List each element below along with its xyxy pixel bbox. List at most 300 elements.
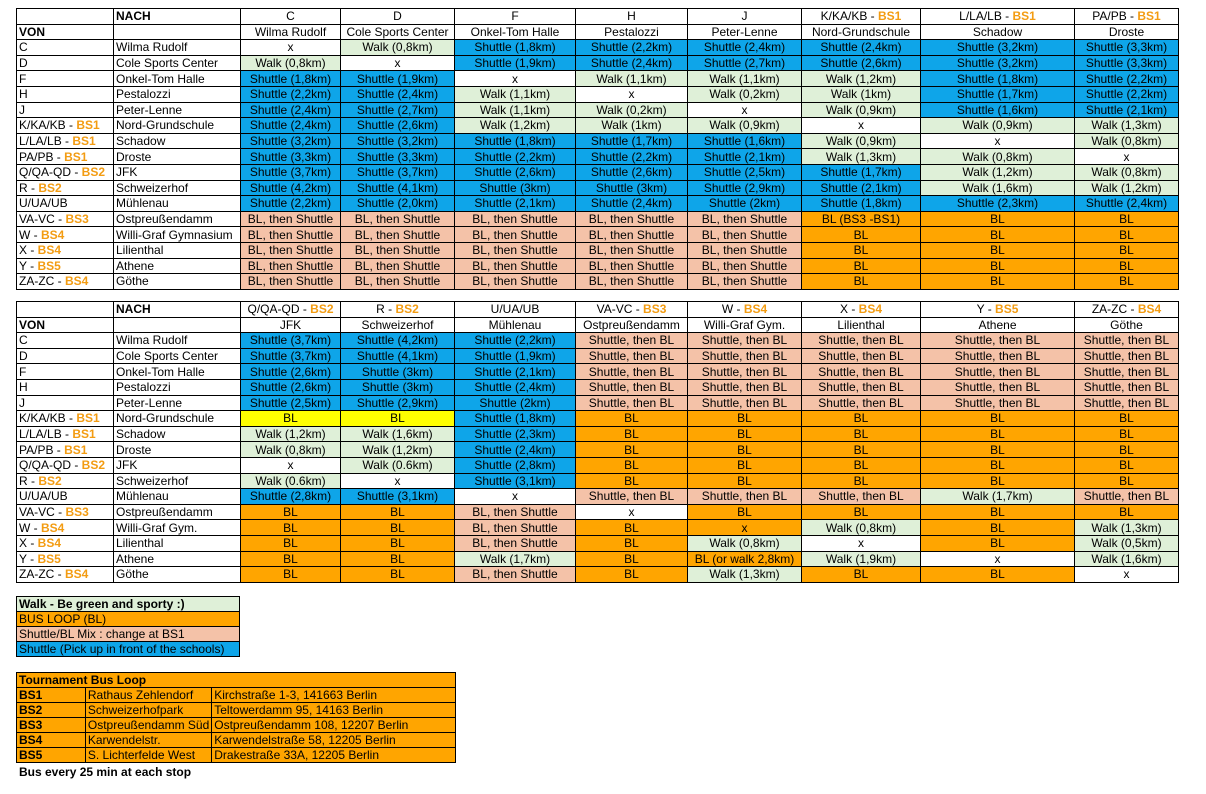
table-row: [17, 426, 1179, 442]
route-cell: BL: [802, 567, 921, 583]
route-cell: x: [341, 55, 455, 71]
route-cell: x: [802, 535, 921, 551]
legend-item: BUS LOOP (BL): [17, 612, 240, 627]
route-cell: Shuttle (2,4km): [341, 86, 455, 102]
table-row: [17, 242, 1179, 258]
route-cell: Shuttle (1,9km): [455, 55, 576, 71]
route-cell: Shuttle (2,1km): [802, 180, 921, 196]
route-cell: Walk (1,6km): [921, 180, 1075, 196]
row-name: Droste: [114, 442, 241, 458]
table-row: [17, 86, 1179, 102]
column-name: Athene: [921, 317, 1075, 333]
route-cell: Shuttle (2,1km): [688, 149, 802, 165]
code-text: U/UA/UB: [19, 196, 68, 211]
row-code: [17, 242, 114, 258]
code-text: C: [286, 9, 295, 24]
table-row: [17, 133, 1179, 149]
route-cell: BL, then Shuttle: [455, 227, 576, 243]
route-cell: BL: [802, 457, 921, 473]
bus-stop-id: BS3: [17, 718, 86, 733]
bus-stop-id: BS5: [17, 748, 86, 763]
table-row: [17, 102, 1179, 118]
bus-title-row: [17, 673, 456, 688]
route-matrix-1: [16, 8, 1179, 290]
route-cell: x: [688, 520, 802, 536]
code-text: D: [393, 9, 402, 24]
row-code: [17, 567, 114, 583]
route-cell: Walk (0.6km): [241, 473, 341, 489]
route-cell: BL, then Shuttle: [576, 227, 688, 243]
column-code: [1075, 9, 1179, 25]
code-text: X -: [19, 243, 38, 258]
route-cell: Shuttle (2,1km): [455, 364, 576, 380]
route-cell: BL: [1075, 411, 1179, 427]
route-cell: Shuttle, then BL: [688, 489, 802, 505]
table-row: [17, 333, 1179, 349]
row-code: [17, 395, 114, 411]
code-text: F: [19, 364, 27, 379]
bus-loop-title: Tournament Bus Loop: [17, 673, 456, 688]
code-text: H: [19, 87, 28, 102]
route-cell: Shuttle (3,2km): [921, 40, 1075, 56]
code-text: Q/QA-QD -: [247, 302, 311, 317]
row-name: Cole Sports Center: [114, 348, 241, 364]
route-cell: Walk (1,1km): [576, 71, 688, 87]
route-cell: BL: [921, 242, 1075, 258]
route-cell: BL: [1075, 242, 1179, 258]
route-cell: BL: [1075, 457, 1179, 473]
route-cell: Shuttle, then BL: [921, 333, 1075, 349]
bus-stop-id: BS2: [17, 703, 86, 718]
route-cell: BL: [921, 567, 1075, 583]
route-cell: Shuttle (1,9km): [341, 71, 455, 87]
column-name: Schweizerhof: [341, 317, 455, 333]
column-code: [341, 9, 455, 25]
route-cell: BL, then Shuttle: [455, 504, 576, 520]
route-cell: Shuttle (2km): [688, 196, 802, 212]
route-cell: Shuttle (2,2km): [241, 196, 341, 212]
row-name: Nord-Grundschule: [114, 411, 241, 427]
bus-stop-name: Schweizerhofpark: [85, 703, 211, 718]
row-code: [17, 504, 114, 520]
route-cell: Shuttle (3,2km): [341, 133, 455, 149]
route-cell: Shuttle (2,9km): [688, 180, 802, 196]
route-cell: Shuttle (2km): [455, 395, 576, 411]
route-cell: BL: [921, 211, 1075, 227]
bus-stop-label: BS1: [878, 9, 902, 24]
column-name: Nord-Grundschule: [802, 24, 921, 40]
bus-stop-id: BS4: [17, 733, 86, 748]
row-name: Mühlenau: [114, 489, 241, 505]
row-code: [17, 535, 114, 551]
row-code: [17, 489, 114, 505]
bus-stop-row: [17, 733, 456, 748]
route-cell: Walk (1,2km): [802, 71, 921, 87]
route-cell: BL: [921, 411, 1075, 427]
bus-stop-label: BS2: [81, 165, 106, 180]
code-text: Q/QA-QD -: [19, 458, 82, 473]
route-cell: x: [241, 40, 341, 56]
route-cell: BL, then Shuttle: [341, 242, 455, 258]
column-code: [688, 9, 802, 25]
table-row: [17, 71, 1179, 87]
route-cell: BL, then Shuttle: [455, 258, 576, 274]
column-name: Lilienthal: [802, 317, 921, 333]
corner-cell: [17, 302, 114, 318]
table-row: [17, 180, 1179, 196]
route-cell: BL: [341, 411, 455, 427]
nach-label: NACH: [114, 9, 241, 25]
route-cell: BL: [576, 411, 688, 427]
code-text: C: [19, 40, 28, 55]
code-text: L/LA/LB -: [19, 134, 73, 149]
route-cell: BL, then Shuttle: [241, 274, 341, 290]
row-name: Schadow: [114, 133, 241, 149]
route-cell: Walk (1,9km): [802, 551, 921, 567]
route-cell: Walk (0,8km): [921, 149, 1075, 165]
bus-stop-label: BS5: [37, 258, 61, 273]
table-row: [17, 118, 1179, 134]
code-text: PA/PB -: [19, 442, 65, 457]
legend-item: Walk - Be green and sporty :): [17, 597, 240, 612]
row-name: Nord-Grundschule: [114, 118, 241, 134]
route-cell: Shuttle (2,4km): [576, 55, 688, 71]
header-row-names: [17, 24, 1179, 40]
route-cell: Walk (1,6km): [1075, 551, 1179, 567]
row-name: Göthe: [114, 567, 241, 583]
route-cell: BL: [802, 274, 921, 290]
bus-stop-label: BS1: [72, 427, 96, 442]
route-cell: x: [576, 86, 688, 102]
table-row: [17, 55, 1179, 71]
code-text: VA-VC -: [19, 505, 66, 520]
table-row: [17, 442, 1179, 458]
code-text: L/LA/LB -: [959, 9, 1013, 24]
route-cell: Shuttle, then BL: [576, 333, 688, 349]
code-text: W -: [721, 302, 744, 317]
route-cell: Walk (1,3km): [802, 149, 921, 165]
code-text: J: [741, 9, 748, 24]
column-name: Schadow: [921, 24, 1075, 40]
column-code: [241, 302, 341, 318]
route-cell: BL: [921, 520, 1075, 536]
row-name: Ostpreußendamm: [114, 211, 241, 227]
route-cell: Shuttle (1,8km): [802, 196, 921, 212]
route-cell: BL: [688, 442, 802, 458]
row-name: Ostpreußendamm: [114, 504, 241, 520]
table-row: [17, 258, 1179, 274]
route-cell: Shuttle, then BL: [802, 489, 921, 505]
row-code: [17, 164, 114, 180]
code-text: ZA-ZC -: [1091, 302, 1138, 317]
column-code: [921, 302, 1075, 318]
row-code: [17, 227, 114, 243]
route-cell: Walk (0,8km): [241, 442, 341, 458]
column-code: [576, 9, 688, 25]
route-cell: BL: [241, 520, 341, 536]
route-cell: BL, then Shuttle: [241, 227, 341, 243]
route-cell: x: [802, 118, 921, 134]
route-cell: Walk (0,8km): [341, 40, 455, 56]
route-cell: BL: [576, 426, 688, 442]
bus-stop-address: Ostpreußendamm 108, 12207 Berlin: [212, 718, 456, 733]
route-cell: BL: [1075, 426, 1179, 442]
bus-stop-label: BS4: [1137, 302, 1162, 317]
route-cell: BL: [241, 504, 341, 520]
bus-stop-row: [17, 703, 456, 718]
route-cell: BL: [802, 242, 921, 258]
route-cell: BL: [1075, 504, 1179, 520]
route-cell: Shuttle (1,8km): [921, 71, 1075, 87]
column-code: [455, 9, 576, 25]
route-cell: BL: [341, 504, 455, 520]
route-cell: Shuttle (3,1km): [341, 489, 455, 505]
bus-stop-label: BS1: [64, 442, 88, 457]
table-row: [17, 411, 1179, 427]
route-cell: Walk (0,9km): [802, 102, 921, 118]
column-code: [341, 302, 455, 318]
route-cell: Walk (0,2km): [688, 86, 802, 102]
route-cell: Shuttle, then BL: [802, 333, 921, 349]
bus-stop-label: BS3: [65, 212, 89, 227]
blank-cell: [114, 24, 241, 40]
table-row: [17, 348, 1179, 364]
route-cell: BL: [802, 473, 921, 489]
row-code: [17, 133, 114, 149]
route-cell: Shuttle (2,0km): [341, 196, 455, 212]
route-cell: Shuttle, then BL: [1075, 489, 1179, 505]
row-code: [17, 457, 114, 473]
row-code: [17, 196, 114, 212]
route-cell: Shuttle (1,6km): [921, 102, 1075, 118]
row-code: [17, 274, 114, 290]
code-text: VA-VC -: [19, 212, 66, 227]
legend-row: [17, 612, 240, 627]
column-name: Willi-Graf Gym.: [688, 317, 802, 333]
route-cell: BL: [576, 457, 688, 473]
row-name: Peter-Lenne: [114, 395, 241, 411]
route-cell: Shuttle (2,4km): [576, 196, 688, 212]
row-code: [17, 40, 114, 56]
route-cell: Shuttle, then BL: [1075, 333, 1179, 349]
route-cell: Shuttle (2,5km): [688, 164, 802, 180]
table-row: [17, 364, 1179, 380]
row-name: JFK: [114, 164, 241, 180]
row-name: Lilienthal: [114, 535, 241, 551]
route-cell: BL: [688, 426, 802, 442]
bus-stop-label: BS3: [643, 302, 667, 317]
bus-stop-label: BS5: [37, 551, 61, 566]
column-name: Ostpreußendamm: [576, 317, 688, 333]
bus-stop-label: BS2: [81, 458, 106, 473]
blank-cell: [114, 317, 241, 333]
route-cell: Shuttle (2,2km): [1075, 71, 1179, 87]
code-text: PA/PB -: [19, 149, 65, 164]
route-cell: BL: [1075, 258, 1179, 274]
route-cell: BL: [576, 567, 688, 583]
route-cell: BL: [688, 504, 802, 520]
route-cell: BL: [921, 258, 1075, 274]
route-cell: BL, then Shuttle: [341, 227, 455, 243]
route-cell: Shuttle (4,1km): [341, 348, 455, 364]
route-cell: x: [688, 102, 802, 118]
route-cell: BL: [576, 473, 688, 489]
route-cell: Shuttle (3km): [341, 379, 455, 395]
route-cell: Shuttle (2,5km): [241, 395, 341, 411]
code-text: K/KA/KB -: [820, 9, 878, 24]
route-cell: BL, then Shuttle: [455, 242, 576, 258]
route-cell: BL: [688, 457, 802, 473]
code-text: J: [19, 102, 25, 117]
bus-stop-label: BS2: [38, 473, 62, 488]
route-cell: Shuttle (2,4km): [688, 40, 802, 56]
nach-label: NACH: [114, 302, 241, 318]
table-row: [17, 227, 1179, 243]
route-cell: Shuttle, then BL: [921, 348, 1075, 364]
route-cell: BL: [241, 551, 341, 567]
route-cell: BL: [921, 274, 1075, 290]
route-cell: Shuttle, then BL: [688, 364, 802, 380]
code-text: W -: [19, 520, 41, 535]
code-text: K/KA/KB -: [19, 411, 77, 426]
route-cell: BL, then Shuttle: [455, 211, 576, 227]
route-cell: Walk (1,2km): [241, 426, 341, 442]
bus-stop-label: BS1: [76, 411, 100, 426]
route-cell: BL: [341, 567, 455, 583]
bus-stop-row: [17, 718, 456, 733]
route-cell: Shuttle, then BL: [802, 395, 921, 411]
route-cell: Shuttle (2,6km): [241, 379, 341, 395]
code-text: Y -: [19, 258, 38, 273]
route-cell: Shuttle, then BL: [802, 379, 921, 395]
route-cell: Shuttle (4,2km): [241, 180, 341, 196]
route-cell: BL: [688, 411, 802, 427]
route-cell: BL: [341, 535, 455, 551]
column-name: JFK: [241, 317, 341, 333]
route-cell: Shuttle (3,1km): [455, 473, 576, 489]
route-cell: Shuttle, then BL: [576, 489, 688, 505]
route-cell: BL: [921, 457, 1075, 473]
table-row: [17, 457, 1179, 473]
bus-stop-address: Karwendelstraße 58, 12205 Berlin: [212, 733, 456, 748]
route-cell: BL: [802, 442, 921, 458]
row-code: [17, 211, 114, 227]
table-row: [17, 504, 1179, 520]
route-cell: Shuttle (1,8km): [455, 133, 576, 149]
row-code: [17, 379, 114, 395]
route-matrix-2: [16, 301, 1179, 583]
legend-item: Shuttle/BL Mix : change at BS1: [17, 627, 240, 642]
column-name: Göthe: [1075, 317, 1179, 333]
code-text: U/UA/UB: [19, 489, 68, 504]
route-cell: Walk (1,2km): [341, 442, 455, 458]
row-code: [17, 411, 114, 427]
table-row: [17, 274, 1179, 290]
route-cell: Shuttle (2,2km): [241, 86, 341, 102]
bus-stop-label: BS4: [41, 520, 65, 535]
route-cell: BL, then Shuttle: [241, 258, 341, 274]
table-row: [17, 40, 1179, 56]
route-cell: Shuttle (2,6km): [455, 164, 576, 180]
row-code: [17, 333, 114, 349]
route-cell: Shuttle (2,3km): [455, 426, 576, 442]
route-cell: Walk (0.6km): [341, 457, 455, 473]
route-cell: BL, then Shuttle: [688, 242, 802, 258]
column-name: Onkel-Tom Halle: [455, 24, 576, 40]
route-cell: BL, then Shuttle: [241, 242, 341, 258]
route-cell: x: [1075, 149, 1179, 165]
legend-row: [17, 597, 240, 612]
code-text: D: [19, 56, 28, 71]
column-code: [576, 302, 688, 318]
route-cell: Shuttle (3,2km): [241, 133, 341, 149]
bus-stop-name: Rathaus Zehlendorf: [85, 688, 211, 703]
row-name: Droste: [114, 149, 241, 165]
route-cell: Shuttle (3,7km): [241, 348, 341, 364]
row-name: Athene: [114, 551, 241, 567]
route-cell: Shuttle (1,8km): [241, 71, 341, 87]
legend-row: [17, 642, 240, 657]
row-code: [17, 426, 114, 442]
route-cell: BL (or walk 2,8km): [688, 551, 802, 567]
route-cell: Shuttle (2,1km): [455, 196, 576, 212]
route-cell: BL, then Shuttle: [455, 274, 576, 290]
bus-stop-label: BS4: [743, 302, 768, 317]
code-text: C: [19, 333, 28, 348]
table-row: [17, 520, 1179, 536]
route-cell: Walk (1,1km): [455, 102, 576, 118]
route-cell: Shuttle (2,4km): [802, 40, 921, 56]
code-text: K/KA/KB -: [19, 118, 77, 133]
bus-stop-row: [17, 688, 456, 703]
table-row: [17, 551, 1179, 567]
route-cell: Shuttle (1,6km): [688, 133, 802, 149]
row-name: Peter-Lenne: [114, 102, 241, 118]
route-cell: Shuttle (3km): [455, 180, 576, 196]
route-cell: Walk (0,5km): [1075, 535, 1179, 551]
route-cell: BL: [688, 473, 802, 489]
route-cell: Shuttle, then BL: [921, 379, 1075, 395]
column-code: [921, 9, 1075, 25]
route-cell: Walk (1,3km): [1075, 118, 1179, 134]
bus-stop-label: BS4: [41, 227, 65, 242]
column-name: Wilma Rudolf: [241, 24, 341, 40]
row-name: JFK: [114, 457, 241, 473]
route-cell: BL: [802, 504, 921, 520]
bus-stop-label: BS4: [65, 274, 89, 289]
route-cell: BL: [921, 504, 1075, 520]
route-cell: BL, then Shuttle: [688, 274, 802, 290]
table-row: [17, 211, 1179, 227]
legend-item: Shuttle (Pick up in front of the schools): [17, 642, 240, 657]
route-cell: Shuttle (1,8km): [455, 40, 576, 56]
route-cell: Shuttle (2,4km): [455, 442, 576, 458]
route-cell: BL: [576, 551, 688, 567]
route-cell: Shuttle (1,7km): [921, 86, 1075, 102]
route-cell: Shuttle, then BL: [576, 379, 688, 395]
bus-stop-name: S. Lichterfelde West: [85, 748, 211, 763]
route-cell: Shuttle, then BL: [576, 395, 688, 411]
row-name: Onkel-Tom Halle: [114, 71, 241, 87]
route-cell: Shuttle, then BL: [802, 364, 921, 380]
bus-stop-address: Teltowerdamm 95, 14163 Berlin: [212, 703, 456, 718]
route-cell: Walk (0,8km): [241, 55, 341, 71]
route-cell: BL, then Shuttle: [688, 211, 802, 227]
route-cell: Shuttle (4,1km): [341, 180, 455, 196]
route-cell: Walk (0,2km): [576, 102, 688, 118]
route-cell: Shuttle, then BL: [802, 348, 921, 364]
route-cell: Shuttle (2,4km): [455, 379, 576, 395]
